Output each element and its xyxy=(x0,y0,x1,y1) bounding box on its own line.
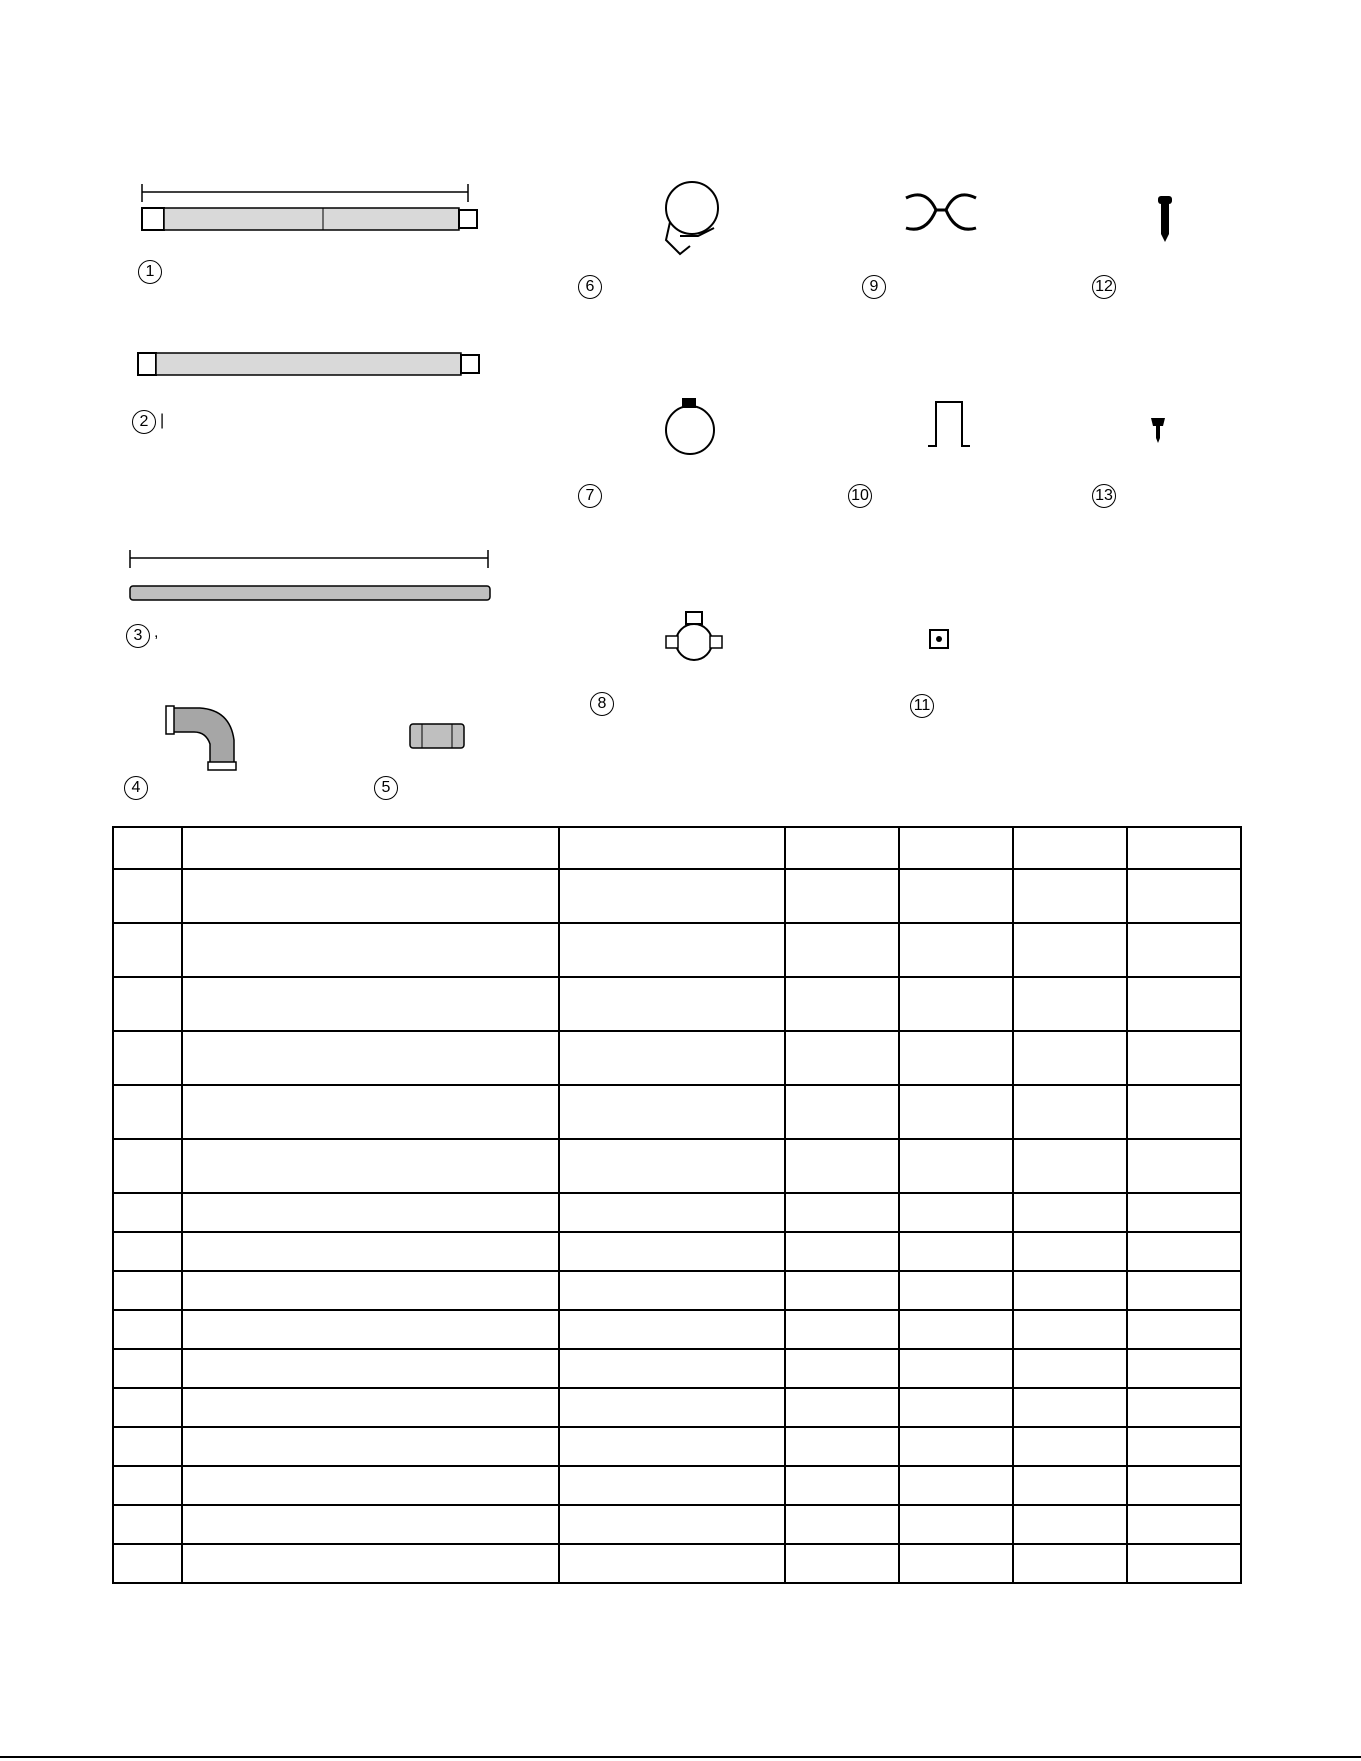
table-cell xyxy=(1013,1085,1127,1139)
table-cell xyxy=(559,1349,784,1388)
chain-clamp-icon xyxy=(658,180,722,260)
table-cell xyxy=(1127,1466,1241,1505)
part-12-screw xyxy=(1156,194,1176,242)
table-cell xyxy=(182,1505,559,1544)
table-cell xyxy=(182,977,559,1031)
table-cell xyxy=(113,1544,182,1583)
table-cell xyxy=(1127,1271,1241,1310)
part-3-flexible-hose xyxy=(126,546,496,606)
table-row xyxy=(113,1505,1241,1544)
table-cell xyxy=(559,1544,784,1583)
straight-pipe-long-icon xyxy=(138,180,488,240)
table-cell xyxy=(899,1031,1013,1085)
table-cell xyxy=(113,1139,182,1193)
table-cell xyxy=(1127,827,1241,869)
part-13-number: 13 xyxy=(1092,484,1116,508)
part-2-mark: | xyxy=(160,412,165,429)
table-cell xyxy=(113,869,182,923)
table-cell xyxy=(182,827,559,869)
part-5-coupler xyxy=(408,720,468,754)
table-cell xyxy=(113,1427,182,1466)
table-row xyxy=(113,869,1241,923)
table-row xyxy=(113,923,1241,977)
screw-icon xyxy=(1156,194,1176,242)
table-cell xyxy=(899,1544,1013,1583)
table-row xyxy=(113,1139,1241,1193)
table-cell xyxy=(785,1544,899,1583)
part-13-small-screw xyxy=(1150,416,1166,444)
table-cell xyxy=(559,1031,784,1085)
table-cell xyxy=(785,1310,899,1349)
table-cell xyxy=(1127,1427,1241,1466)
table-row xyxy=(113,1466,1241,1505)
table-row xyxy=(113,1271,1241,1310)
table-cell xyxy=(182,1085,559,1139)
table-cell xyxy=(1127,1232,1241,1271)
table-cell xyxy=(1013,1349,1127,1388)
table-cell xyxy=(113,1085,182,1139)
table-cell xyxy=(182,1031,559,1085)
table-cell xyxy=(1013,1505,1127,1544)
table-cell xyxy=(899,1085,1013,1139)
table-cell xyxy=(559,1271,784,1310)
part-5-number: 5 xyxy=(374,776,398,800)
square-nut-icon xyxy=(928,628,952,652)
table-cell xyxy=(785,1388,899,1427)
table-cell xyxy=(113,1349,182,1388)
table-cell xyxy=(899,1193,1013,1232)
table-cell xyxy=(899,1427,1013,1466)
table-cell xyxy=(899,1466,1013,1505)
table-cell xyxy=(1127,1388,1241,1427)
table-cell xyxy=(182,1466,559,1505)
table-cell xyxy=(559,1427,784,1466)
table-cell xyxy=(785,1466,899,1505)
table-cell xyxy=(559,1388,784,1427)
table-row xyxy=(113,1388,1241,1427)
table-row xyxy=(113,977,1241,1031)
table-cell xyxy=(899,1271,1013,1310)
table-cell xyxy=(899,1505,1013,1544)
part-2-straight-pipe xyxy=(136,350,486,380)
table-cell xyxy=(559,977,784,1031)
table-cell xyxy=(113,827,182,869)
part-11-number: 11 xyxy=(910,694,934,718)
table-cell xyxy=(182,1544,559,1583)
table-cell xyxy=(559,1466,784,1505)
table-row xyxy=(113,1427,1241,1466)
table-cell xyxy=(113,1388,182,1427)
table-cell xyxy=(1013,1193,1127,1232)
table-cell xyxy=(1013,1466,1127,1505)
table-cell xyxy=(559,1085,784,1139)
table-cell xyxy=(182,1271,559,1310)
table-cell xyxy=(182,923,559,977)
table-cell xyxy=(1127,1085,1241,1139)
table-cell xyxy=(785,1427,899,1466)
table-cell xyxy=(899,869,1013,923)
table-cell xyxy=(785,1271,899,1310)
part-3-number: 3 xyxy=(126,624,150,648)
table-cell xyxy=(113,1271,182,1310)
table-cell xyxy=(1013,923,1127,977)
table-cell xyxy=(559,827,784,869)
table-cell xyxy=(785,1505,899,1544)
table-cell xyxy=(899,1388,1013,1427)
part-9-double-clip xyxy=(896,188,986,242)
table-cell xyxy=(899,1232,1013,1271)
table-cell xyxy=(785,1139,899,1193)
table-cell xyxy=(785,1349,899,1388)
table-cell xyxy=(1127,1544,1241,1583)
table-cell xyxy=(182,1232,559,1271)
table-row xyxy=(113,827,1241,869)
table-cell xyxy=(785,1031,899,1085)
table-cell xyxy=(899,827,1013,869)
table-row xyxy=(113,1349,1241,1388)
part-3-mark: , xyxy=(154,624,159,641)
table-cell xyxy=(785,977,899,1031)
part-12-number: 12 xyxy=(1092,275,1116,299)
table-cell xyxy=(1013,869,1127,923)
table-row xyxy=(113,1310,1241,1349)
table-cell xyxy=(785,1232,899,1271)
parts-table xyxy=(112,826,1242,1584)
double-clip-icon xyxy=(896,188,986,242)
table-cell xyxy=(1013,1232,1127,1271)
table-cell xyxy=(899,923,1013,977)
table-cell xyxy=(1127,869,1241,923)
part-8-pipe-clamp xyxy=(658,606,728,666)
band-clamp-icon xyxy=(660,394,720,458)
part-7-band-clamp xyxy=(660,394,720,458)
table-cell xyxy=(1013,1271,1127,1310)
table-row xyxy=(113,1031,1241,1085)
table-cell xyxy=(559,1232,784,1271)
table-row xyxy=(113,1193,1241,1232)
table-cell xyxy=(1127,1349,1241,1388)
table-cell xyxy=(559,869,784,923)
table-cell xyxy=(899,1349,1013,1388)
table-cell xyxy=(1127,977,1241,1031)
part-6-number: 6 xyxy=(578,275,602,299)
table-cell xyxy=(1127,1505,1241,1544)
table-cell xyxy=(1013,1139,1127,1193)
part-10-bracket xyxy=(924,396,974,450)
table-cell xyxy=(182,1193,559,1232)
part-1-straight-pipe xyxy=(138,180,488,240)
table-cell xyxy=(1013,1544,1127,1583)
part-6-chain-clamp xyxy=(658,180,722,260)
table-cell xyxy=(1127,1139,1241,1193)
table-cell xyxy=(1013,1427,1127,1466)
table-cell xyxy=(113,977,182,1031)
table-cell xyxy=(559,1193,784,1232)
table-cell xyxy=(113,923,182,977)
table-cell xyxy=(559,1139,784,1193)
straight-pipe-icon xyxy=(136,350,486,380)
part-1-number: 1 xyxy=(138,260,162,284)
table-cell xyxy=(559,923,784,977)
table-cell xyxy=(113,1031,182,1085)
table-cell xyxy=(899,977,1013,1031)
table-cell xyxy=(182,869,559,923)
table-cell xyxy=(785,869,899,923)
table-cell xyxy=(785,1193,899,1232)
parts-table-body xyxy=(113,827,1241,1583)
table-cell xyxy=(1127,1310,1241,1349)
table-cell xyxy=(785,1085,899,1139)
table-cell xyxy=(1013,1031,1127,1085)
part-9-number: 9 xyxy=(862,275,886,299)
table-cell xyxy=(182,1427,559,1466)
table-cell xyxy=(785,923,899,977)
table-cell xyxy=(1013,977,1127,1031)
table-cell xyxy=(1013,827,1127,869)
pipe-clamp-icon xyxy=(658,606,728,666)
table-cell xyxy=(113,1193,182,1232)
table-cell xyxy=(182,1310,559,1349)
table-row xyxy=(113,1085,1241,1139)
part-11-square-nut xyxy=(928,628,952,652)
table-cell xyxy=(182,1388,559,1427)
bottom-rule xyxy=(0,1756,1361,1758)
bracket-icon xyxy=(924,396,974,450)
part-4-elbow xyxy=(164,700,254,774)
table-cell xyxy=(113,1310,182,1349)
part-4-number: 4 xyxy=(124,776,148,800)
part-2-number: 2 xyxy=(132,410,156,434)
small-screw-icon xyxy=(1150,416,1166,444)
part-8-number: 8 xyxy=(590,692,614,716)
table-cell xyxy=(1127,1031,1241,1085)
table-row xyxy=(113,1232,1241,1271)
table-cell xyxy=(559,1310,784,1349)
table-cell xyxy=(182,1139,559,1193)
table-cell xyxy=(182,1349,559,1388)
table-cell xyxy=(1127,923,1241,977)
table-cell xyxy=(899,1139,1013,1193)
table-row xyxy=(113,1544,1241,1583)
table-cell xyxy=(899,1310,1013,1349)
table-cell xyxy=(113,1466,182,1505)
part-7-number: 7 xyxy=(578,484,602,508)
table-cell xyxy=(113,1505,182,1544)
flexible-hose-icon xyxy=(126,546,496,606)
table-cell xyxy=(113,1232,182,1271)
table-cell xyxy=(1127,1193,1241,1232)
elbow-pipe-icon xyxy=(164,700,254,774)
table-cell xyxy=(1013,1310,1127,1349)
table-cell xyxy=(1013,1388,1127,1427)
coupler-icon xyxy=(408,720,468,754)
table-cell xyxy=(559,1505,784,1544)
part-10-number: 10 xyxy=(848,484,872,508)
table-cell xyxy=(785,827,899,869)
